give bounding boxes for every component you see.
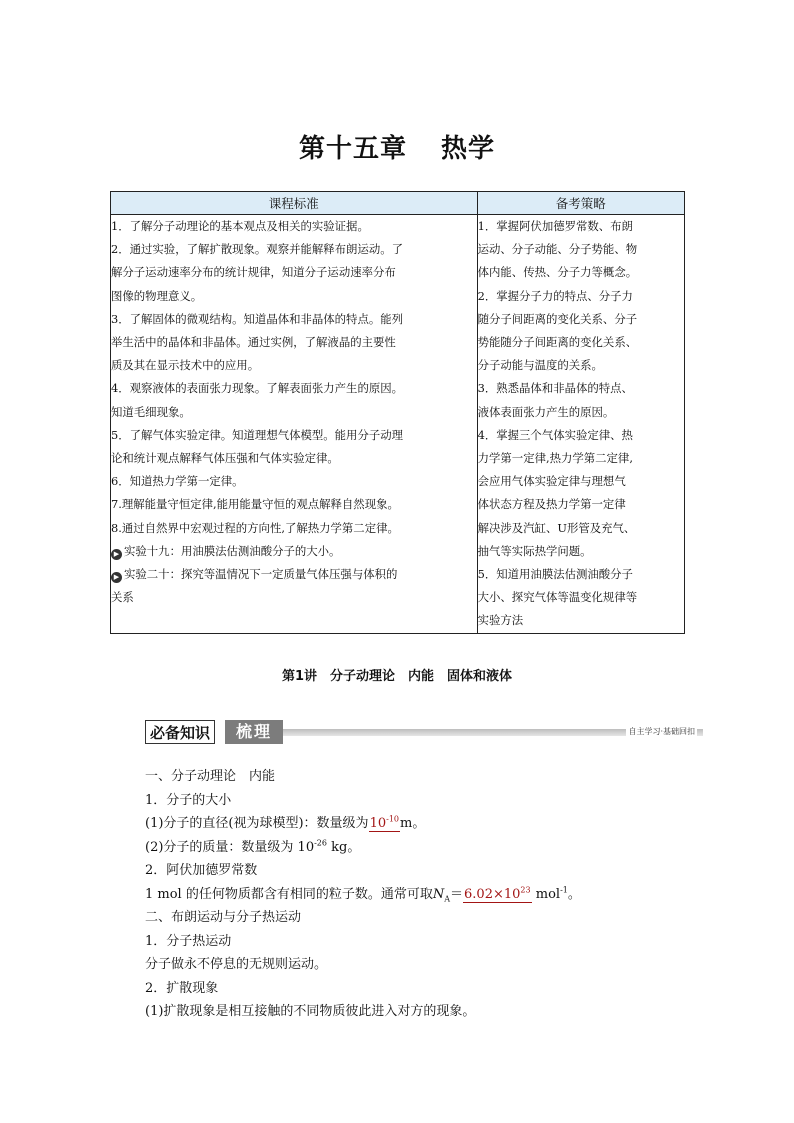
section-heading: 二、布朗运动与分子热运动	[145, 910, 302, 925]
strategy-line: 3．熟悉晶体和非晶体的特点、	[477, 381, 633, 396]
strategy-line: 随分子间距离的变化关系、分子	[477, 311, 638, 326]
paragraph: 分子做永不停息的无规则运动。	[145, 957, 328, 972]
text: m。	[400, 816, 426, 831]
section-heading: 一、分子动理论 内能	[145, 769, 276, 784]
exam-strategy-cell	[477, 215, 684, 634]
experiment-20-line	[111, 563, 477, 586]
standard-line: 2．通过实验，了解扩散现象。观察并能解释布朗运动。了	[111, 242, 404, 257]
answer-blank: $10^{-10}$	[369, 814, 399, 831]
lecture-title: 第1讲 分子动理论 内能 固体和液体	[281, 669, 513, 684]
standard-line: 图像的物理意义。	[111, 288, 203, 303]
strategy-line: 1．掌握阿伏加德罗常数、布朗	[477, 219, 633, 233]
strategy-line: 抽气等实际热学问题。	[477, 543, 592, 558]
strategy-line: 液体表面张力产生的原因。	[477, 404, 615, 419]
chapter-number: 第十五章	[298, 134, 407, 164]
strategy-line: 体状态方程及热力学第一定律	[477, 497, 626, 512]
paragraph: (1)扩散现象是相互接触的不同物质彼此进入对方的现象。	[145, 1004, 476, 1019]
strategy-line: 运动、分子动能、分子势能、物	[477, 242, 638, 257]
answer-blank: $6.02\times 10^{23}$	[464, 885, 531, 902]
chapter-name: 热学	[441, 134, 496, 164]
strategy-line: 会应用气体实验定律与理想气	[477, 474, 626, 489]
play-bullet-icon: ▶	[111, 572, 122, 583]
standard-line: 举生活中的晶体和非晶体。通过实例，了解液晶的主要性	[111, 335, 396, 350]
text: kg。	[331, 839, 361, 855]
standard-line: 3．了解固体的微观结构。知道晶体和非晶体的特点。能列	[111, 311, 404, 326]
subsection-heading: 1．分子热运动	[145, 933, 232, 949]
chapter-title	[0, 128, 794, 165]
subsection-heading: 1．分子的大小	[145, 792, 232, 808]
strategy-line: 势能随分子间距离的变化关系、	[477, 335, 638, 350]
banner-label: 必备知识	[145, 720, 215, 744]
header-curriculum-standard: 课程标准	[111, 192, 478, 215]
subsection-heading: 2．扩散现象	[145, 980, 219, 996]
strategy-line: 解决涉及汽缸、U形管及充气、	[477, 520, 636, 535]
curriculum-table	[110, 191, 685, 634]
standard-line: 8.通过自然界中宏观过程的方向性,了解热力学第二定律。	[111, 520, 399, 535]
standard-line: 质及其在显示技术中的应用。	[111, 358, 260, 373]
strategy-line: 4．掌握三个气体实验定律、热	[477, 427, 633, 442]
text: 1 mol 的任何物质都含有相同的粒子数。通常可取	[145, 886, 433, 902]
strategy-line: 5．知道用油膜法估测油酸分子	[477, 567, 633, 582]
experiment-20-text: 实验二十：探究等温情况下一定质量气体压强与体积的	[124, 567, 398, 582]
text: (1)分子的直径(视为球模型)：数量级为	[145, 816, 369, 831]
strategy-line: 力学第一定律,热力学第二定律,	[477, 451, 633, 466]
standard-line: 4．观察液体的表面张力现象。了解表面张力产生的原因。	[111, 381, 404, 396]
standard-line: 论和统计观点解释气体压强和气体实验定律。	[111, 451, 339, 466]
standard-line: 知道毛细现象。	[111, 404, 191, 419]
text: (2)分子的质量：数量级为 10	[145, 839, 315, 855]
banner-subtitle: 自主学习·基础回扣	[628, 727, 695, 736]
standard-line: 5．了解气体实验定律。知道理想气体模型。能用分子动理	[111, 427, 404, 442]
strategy-line: 大小、探究气体等温变化规律等	[477, 590, 638, 605]
strategy-line: 2．掌握分子力的特点、分子力	[477, 288, 633, 303]
lesson-body	[145, 765, 665, 1024]
strategy-line: 体内能、传热、分子力等概念。	[477, 265, 638, 280]
paragraph-molecule-mass: (2)分子的质量：数量级为 $10^{-26}$ kg。	[145, 838, 361, 855]
section-banner	[145, 720, 703, 744]
strategy-line: 实验方法	[477, 613, 524, 628]
banner-tag: 梳理	[225, 720, 283, 744]
standard-line: 解分子运动速率分布的统计规律，知道分子运动速率分布	[111, 265, 396, 280]
header-exam-strategy: 备考策略	[477, 192, 684, 215]
standard-line: 1．了解分子动理论的基本观点及相关的实验证据。	[111, 219, 369, 233]
curriculum-standard-cell	[111, 215, 478, 634]
play-bullet-icon: ▶	[111, 549, 122, 560]
standard-line: 7.理解能量守恒定律,能用能量守恒的观点解释自然现象。	[111, 497, 399, 512]
experiment-19-text: 实验十九：用油膜法估测油酸分子的大小。	[124, 543, 341, 558]
experiment-19-line	[111, 540, 477, 563]
paragraph-avogadro: 1 mol 的任何物质都含有相同的粒子数。通常可取$N_A=6.02\times 10^{23}$ mol$^{-1}$。	[145, 885, 581, 904]
standard-line: 6．知道热力学第一定律。	[111, 474, 244, 489]
experiment-20-line-2: 关系	[111, 590, 134, 605]
paragraph-molecule-diameter	[145, 812, 665, 836]
strategy-line: 分子动能与温度的关系。	[477, 358, 603, 373]
subsection-heading: 2．阿伏加德罗常数	[145, 863, 258, 878]
